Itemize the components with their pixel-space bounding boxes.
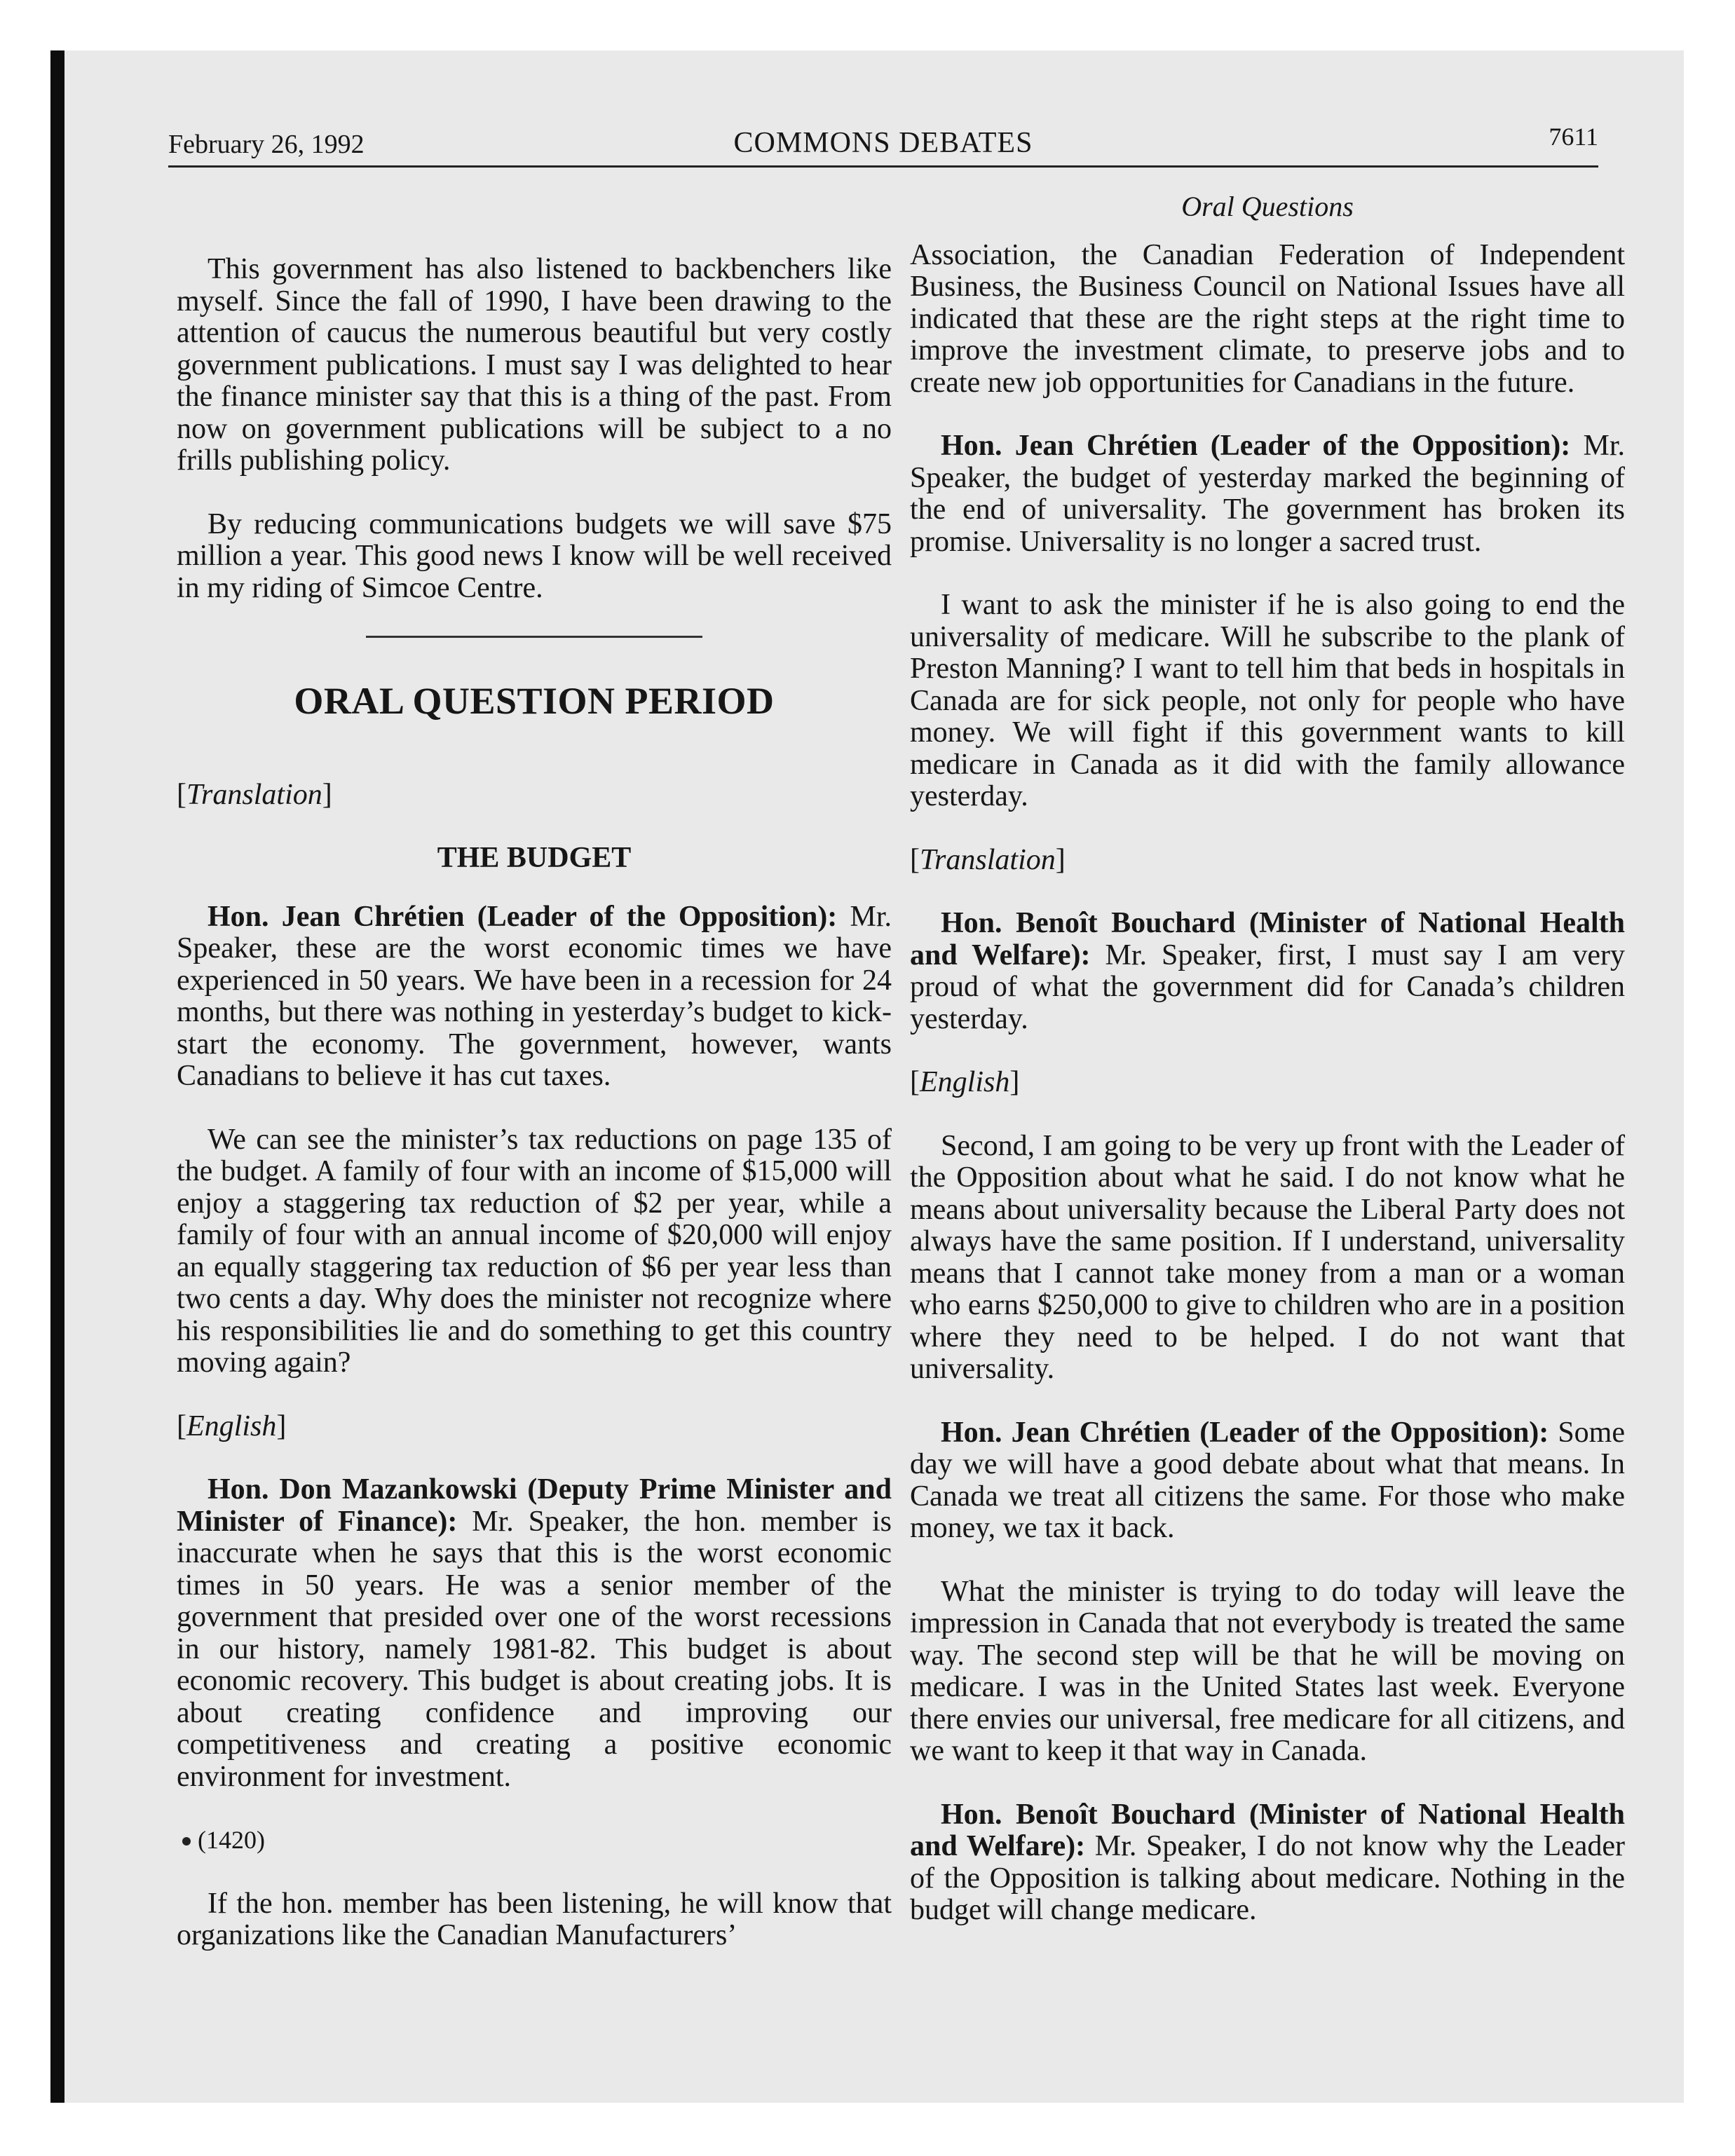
speaker-name: Hon. Don Mazankowski (Deputy Prime Minister and Minister of Finance): — [177, 1473, 892, 1538]
speech-text: Mr. Speaker, first, I must say I am very proud of what the government did for Canada’s children yesterday. — [910, 939, 1626, 1035]
header-title: COMMONS DEBATES — [733, 127, 1033, 159]
header-rule — [168, 165, 1598, 168]
speech — [910, 430, 1625, 558]
paragraph: What the minister is trying to do today will leave the impression in Canada that not everybody is treated the same way. The second step will be that he will be moving on medicare. I was in the United States last week. Everyone there envies our universal, free medicare for all citizens, and we want to keep it that way in Canada. — [910, 1575, 1625, 1767]
language-tag-text: English — [920, 1066, 1010, 1098]
language-tag: [Translation] — [910, 843, 1066, 876]
language-tag-text: Translation — [920, 843, 1056, 876]
speaker-name: Hon. Benoît Bouchard (Minister of National Health and Welfare): — [910, 1798, 1625, 1862]
paragraph: This government has also listened to backbenchers like myself. Since the fall of 1990, I have been drawing to the attention of caucus the numerous beautiful but very costly government publications. I must say I was delighted to hear the finance minister say that this is a thing of the past. From now on government publications will be subject to a no frills publishing policy. — [177, 253, 892, 477]
left-column — [177, 254, 892, 1984]
time-marker — [177, 1824, 892, 1857]
scan-edge-shadow — [50, 50, 64, 2103]
header-page-number: 7611 — [1549, 123, 1598, 151]
header-date: February 26, 1992 — [168, 130, 365, 159]
right-column — [910, 191, 1625, 1958]
speech-text: Mr. Speaker, these are the worst economic times we have experienced in 50 years. We have been in a recession for 24 months, but there was nothing in yesterday’s budget to kick-start the economy. The government, however, wants Canadians to believe it has cut taxes. — [177, 900, 892, 1092]
speech-text: Mr. Speaker, the budget of yesterday marked the beginning of the end of universality. The government has broken its promise. Universality is no longer a sacred trust. — [910, 430, 1626, 558]
speech-text: Some day we will have a good debate about what that means. In Canada we treat all citizens the same. For those who make money, we tax it back. — [910, 1416, 1625, 1544]
paragraph: Second, I am going to be very up front with the Leader of the Opposition about what he said. I do not know what he means about universality because the Liberal Party does not always have the same position. If I understand, universality means that I cannot take money from a man or a woman who earns $250,000 to give to children who are in a position where they need to be helped. I do not want that universality. — [910, 1129, 1625, 1385]
language-tag: [English] — [177, 1410, 287, 1442]
language-tag: [English] — [910, 1066, 1020, 1098]
speech — [910, 1799, 1625, 1927]
speaker-name: Hon. Jean Chrétien (Leader of the Opposition): — [941, 1416, 1549, 1449]
language-tag-text: Translation — [186, 778, 322, 811]
paragraph: If the hon. member has been listening, he will know that organizations like the Canadian Manufacturers’ — [177, 1887, 892, 1951]
paragraph: We can see the minister’s tax reductions on page 135 of the budget. A family of four with an income of $15,000 will enjoy a staggering tax reduction of $2 per year, while a family of four with an annual income of $20,000 will enjoy an equally staggering tax reduction of $6 per year less than two cents a day. Why does the minister not recognize where his responsibilities lie and do something to get this country moving again? — [177, 1123, 892, 1379]
speaker-name: Hon. Jean Chrétien (Leader of the Opposition): — [941, 430, 1571, 462]
speech-text: Mr. Speaker, the hon. member is inaccurate when he says that this is the worst economic times in 50 years. He was a senior member of the government that presided over one of the worst recessions in our history, namely 1981-82. This budget is about economic recovery. This budget is about creating jobs. It is about creating confidence and improving our competitiveness and creating a positive economic environment for investment. — [177, 1505, 892, 1793]
speech-text: Mr. Speaker, I do not know why the Leader of the Opposition is talking about medicare. Nothing in the budget will change medicare. — [910, 1830, 1626, 1926]
speaker-name: Hon. Jean Chrétien (Leader of the Opposition): — [207, 900, 838, 933]
speech — [177, 901, 892, 1093]
language-tag-text: English — [186, 1410, 277, 1442]
page-header — [168, 123, 1598, 165]
speech — [177, 1474, 892, 1793]
paragraph: I want to ask the minister if he is also going to end the universality of medicare. Will he subscribe to the plank of Preston Manning? I want to tell him that beds in hospitals in Canada are for sick people, not only for people who have money. We will fight if this government wants to kill medicare in Canada as it did with the family allowance yesterday. — [910, 589, 1625, 812]
section-heading: ORAL QUESTION PERIOD — [294, 680, 775, 722]
paragraph: By reducing communications budgets we will save $75 million a year. This good news I know will be well received in my riding of Simcoe Centre. — [177, 507, 892, 604]
bullet-icon — [182, 1837, 191, 1845]
subheading: THE BUDGET — [437, 842, 632, 874]
speech — [910, 908, 1625, 1035]
speaker-name: Hon. Benoît Bouchard (Minister of National Health and Welfare): — [910, 907, 1625, 971]
paragraph: Association, the Canadian Federation of Independent Business, the Business Council on National Issues have all indicated that these are the right steps at the right time to improve the investment climate, to preserve jobs and to create new job opportunities for Canadians in the future. — [910, 238, 1625, 399]
time-marker-text: (1420) — [198, 1826, 265, 1854]
section-divider — [366, 636, 702, 638]
language-tag: [Translation] — [177, 778, 332, 811]
running-section-tag: Oral Questions — [1181, 191, 1354, 222]
speech — [910, 1417, 1625, 1545]
